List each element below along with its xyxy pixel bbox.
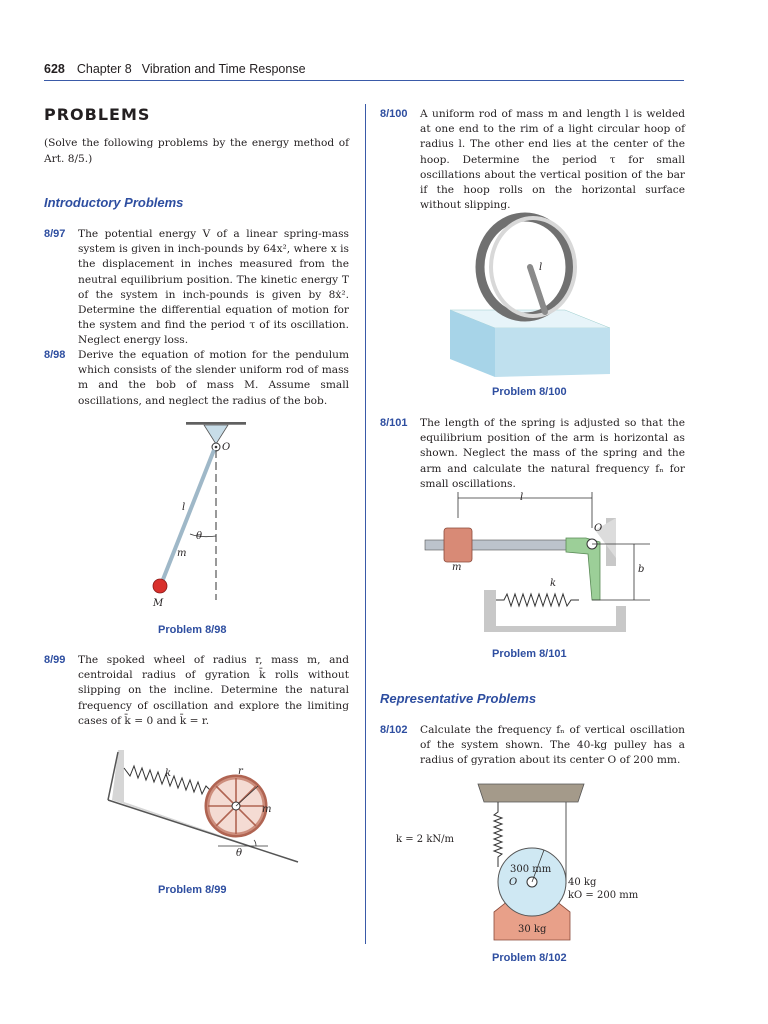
problem-8-98 bbox=[44, 348, 349, 409]
label-b: b bbox=[638, 564, 645, 575]
label-k: k bbox=[550, 578, 557, 589]
problem-number: 8/97 bbox=[44, 228, 66, 240]
label-radius-gyration: kO = 200 mm bbox=[568, 890, 639, 901]
pivot-center bbox=[215, 446, 218, 449]
problem-text: The potential energy V of a linear spring-mass system is given in inch-pounds by 64x², where x is the displacement in inches measured from the neutral equilibrium position. The kinetic energy T of the system in inch-pounds is given by 8ẋ². Determine the differential equation of motion for the system and find the period τ of its oscillation. Neglect energy loss. bbox=[78, 228, 349, 347]
introductory-heading: Introductory Problems bbox=[44, 195, 184, 210]
hoop-figure bbox=[445, 212, 615, 377]
spring-arm-figure bbox=[420, 488, 645, 638]
problem-number: 8/101 bbox=[380, 417, 408, 429]
problem-text: The spoked wheel of radius r, mass m, and centroidal radius of gyration k̄ rolls without slipping on the incline. Determine the natural frequency of oscillation and explore the limiting cases of k̄ = 0 and k̄ = r. bbox=[78, 654, 349, 727]
label-l: l bbox=[539, 262, 543, 273]
problem-text: Derive the equation of motion for the pendulum which consists of the slender uniform rod of mass m and the bob of mass M. Assume small oscillations, and neglect the radius of the bob. bbox=[78, 349, 349, 407]
label-m: m bbox=[177, 548, 187, 559]
section-title: PROBLEMS bbox=[44, 105, 151, 124]
caption-8-99: Problem 8/99 bbox=[158, 884, 227, 896]
hoop-outer bbox=[480, 217, 570, 317]
problem-text: The length of the spring is adjusted so that the equilibrium position of the arm is horizontal as shown. Neglect the mass of the spring and the arm and calculate the natural frequency fₙ for small oscillations. bbox=[420, 417, 685, 490]
label-l: l bbox=[182, 502, 186, 513]
problem-8-100 bbox=[380, 107, 685, 213]
label-theta: θ bbox=[196, 531, 203, 542]
pulley-figure bbox=[396, 782, 642, 942]
header-rule bbox=[44, 80, 684, 81]
theta-arc bbox=[190, 534, 216, 537]
spring-k bbox=[496, 594, 579, 606]
mass-block bbox=[444, 528, 472, 562]
problem-8-99 bbox=[44, 653, 349, 729]
caption-8-102: Problem 8/102 bbox=[492, 952, 567, 964]
theta-arc bbox=[254, 840, 256, 846]
label-spring-k: k = 2 kN/m bbox=[396, 834, 454, 845]
label-O: O bbox=[222, 442, 231, 453]
rod bbox=[530, 267, 545, 312]
label-O: O bbox=[594, 523, 603, 534]
label-pulley-mass: 40 kg bbox=[568, 877, 597, 888]
instructions-note: (Solve the following problems by the energy method of Art. 8/5.) bbox=[44, 137, 349, 165]
pendulum-rod bbox=[162, 450, 214, 582]
caption-8-100: Problem 8/100 bbox=[492, 386, 567, 398]
problem-number: 8/99 bbox=[44, 654, 66, 666]
label-k: k bbox=[165, 768, 172, 779]
spring-k bbox=[494, 802, 502, 867]
column-divider bbox=[365, 104, 366, 944]
ceiling-support bbox=[478, 784, 584, 802]
problem-number: 8/100 bbox=[380, 108, 408, 120]
caption-8-101: Problem 8/101 bbox=[492, 648, 567, 660]
problem-text: Calculate the frequency fₙ of vertical oscillation of the system shown. The 40-kg pulley has a radius of gyration about its center O of 200 mm. bbox=[420, 724, 685, 767]
pendulum-bob bbox=[153, 579, 167, 593]
chapter-title: Vibration and Time Response bbox=[141, 62, 306, 76]
label-theta: θ bbox=[236, 848, 243, 859]
label-O: O bbox=[509, 877, 518, 888]
problem-8-97 bbox=[44, 227, 349, 349]
page-number: 628 bbox=[44, 62, 65, 76]
problem-number: 8/98 bbox=[44, 349, 66, 361]
label-radius: 300 mm bbox=[510, 864, 552, 875]
problem-8-101 bbox=[380, 416, 685, 492]
label-m: m bbox=[262, 804, 272, 815]
problem-8-102 bbox=[380, 723, 685, 769]
label-M: M bbox=[153, 598, 164, 609]
label-r: r bbox=[238, 766, 243, 777]
problem-text: A uniform rod of mass m and length l is welded at one end to the rim of a light circular hoop of radius l. The other end lies at the center of the hoop. Determine the period τ for small oscillations about the vertical position of the bar if the hoop rolls on the horizontal surface without slipping. bbox=[420, 108, 685, 212]
label-hanging-mass: 30 kg bbox=[518, 924, 547, 935]
label-l: l bbox=[520, 492, 524, 503]
running-header bbox=[44, 62, 684, 76]
wheel-incline-figure bbox=[98, 750, 303, 870]
chapter-label: Chapter 8 bbox=[76, 62, 132, 76]
block-front bbox=[495, 328, 610, 377]
pendulum-figure bbox=[140, 422, 280, 612]
caption-8-98: Problem 8/98 bbox=[158, 624, 227, 636]
representative-heading: Representative Problems bbox=[380, 691, 537, 706]
label-m: m bbox=[452, 562, 462, 573]
problem-number: 8/102 bbox=[380, 724, 408, 736]
